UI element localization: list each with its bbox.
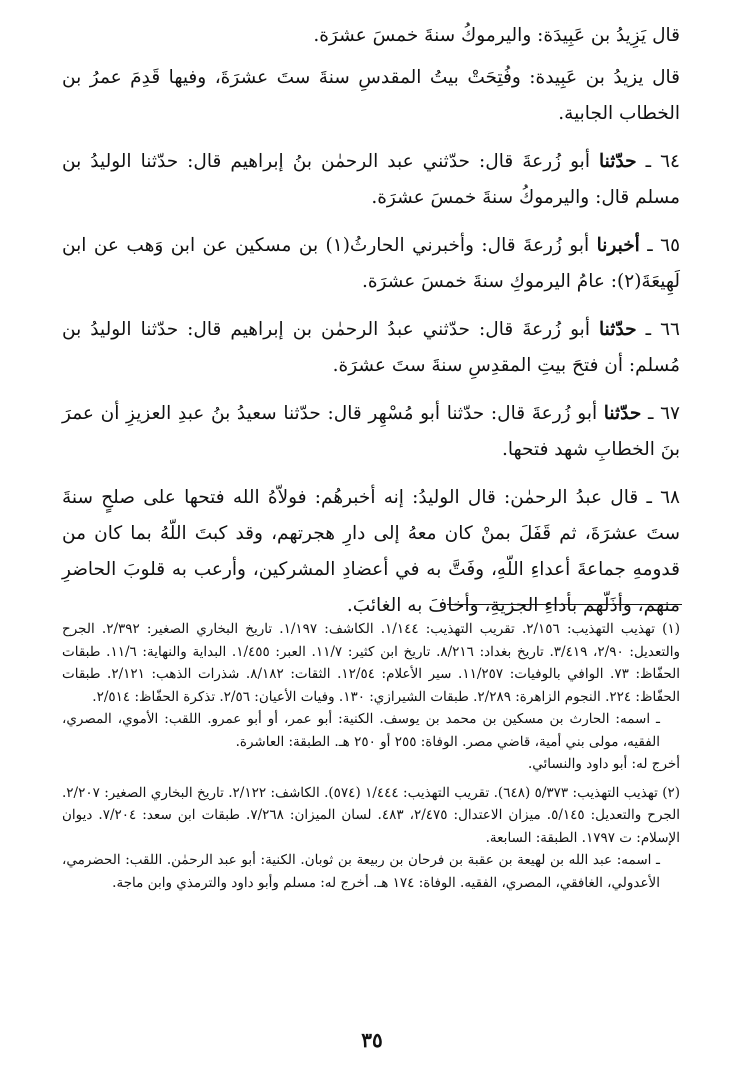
narration-67 xyxy=(62,396,680,468)
narration-number: ٦٧ ـ xyxy=(648,403,680,424)
narration-number: ٦٥ ـ xyxy=(647,235,681,256)
footnote-1 xyxy=(62,618,680,776)
narration-66 xyxy=(62,312,680,384)
paragraph-text: قال يزيدُ بن عَبِيدة: وفُتِحَتْ بيتُ المقدسِ سنةَ ستَ عشرَةَ، وفيها قَدِمَ عمرُ بن الخطاب الجابية. xyxy=(62,67,680,124)
narration-68 xyxy=(62,480,680,624)
footnote-biography: ـ اسمه: الحارث بن مسكين بن محمد بن يوسف. الكنية: أبو عمر، أو أبو عمرو. اللقب: الأموي، المصري، الفقيه، مولى بني أمية، قاضي مصر. الوفاة: ٢٥٥ أو ٢٥٠ هـ. الطبقة: العاشرة. xyxy=(62,711,660,750)
footnote-references: (١) تهذيب التهذيب: ٢/١٥٦. تقريب التهذيب: ١/١٤٤. الكاشف: ١/١٩٧. تاريخ البخاري الصغير: ٢/٣٩٢. الجرح والتعديل: ٢/٩٠، ٣/٤١٩. تاريخ بغداد: ٨/٢١٦. تاريخ ابن كثير: ١١/٧. العبر: ١/٤٥٥. البداية والنهاية: ١١/٦. طبقات الحفّاظ: ٧٣. الوافي بالوفيات: ١١/٢٥٧. سير الأعلام: ١٢/٥٤. الثقات: ٨/١٨٢. شذرات الذهب: ٢/١٢١. طبقات الحفّاظ: ٢٢٤. النجوم الزاهرة: ٢/٢٨٩. طبقات الشيرازي: ١٣٠. وفيات الأعيان: ٢/٥٦. تذكرة الحفّاظ: ٢/٥١٤. xyxy=(62,621,680,705)
footnote-biography: ـ اسمه: عبد الله بن لهيعة بن عقبة بن فرحان بن ربيعة بن ثوبان. الكنية: أبو عبد الرحمٰن. اللقب: الحضرمي، الأعدولي، الغافقي، المصري، الفقيه. الوفاة: ١٧٤ هـ. أخرج له: مسلم وأبو داود والترمذي وابن ماجة. xyxy=(62,852,660,891)
narration-keyword: حدّثنا xyxy=(603,403,642,424)
narration-keyword: حدّثنا xyxy=(599,151,637,172)
footnote-references: (٢) تهذيب التهذيب: ٥/٣٧٣ (٦٤٨). تقريب التهذيب: ١/٤٤٤ (٥٧٤). الكاشف: ٢/١٢٢. تاريخ البخاري الصغير: ٢/٢٠٧. الجرح والتعديل: ٥/١٤٥. ميزان الاعتدال: ٢/٤٧٥، ٤٨٣. لسان الميزان: ٧/٢٦٨. طبقات ابن سعد: ٧/٢٠٤. ديوان الإسلام: ت ١٧٩٧. الطبقة: السابعة. xyxy=(62,784,681,846)
narration-keyword: حدّثنا xyxy=(599,319,637,340)
narration-number: ٦٦ ـ xyxy=(645,319,680,340)
narration-65 xyxy=(62,228,680,300)
footnote-divider xyxy=(447,604,682,605)
paragraph-text: أبو زُرعةَ قال: حدّثني عبد الرحمٰن بنُ إبراهيم قال: حدّثنا الوليدُ بن مسلم قال: واليرموكُ سنةَ خمسَ عشرَة. xyxy=(62,151,680,208)
paragraph xyxy=(62,18,680,54)
narration-keyword: أخبرنا xyxy=(596,235,640,256)
main-text xyxy=(62,18,680,630)
paragraph-text: أبو زُرعةَ قال: حدّثني عبدُ الرحمٰن بن إبراهيم قال: حدّثنا الوليدُ بن مُسلم: أن فتحَ بيتِ المقدِسِ سنةَ ستَ عشرَة. xyxy=(62,319,680,376)
paragraph-text: قال يَزِيدُ بن عَبِيدَة: واليرموكُ سنةَ خمسَ عشرَة. xyxy=(313,25,680,46)
paragraph-text: أبو زُرعةَ قال: حدّثنا أبو مُسْهِر قال: حدّثنا سعيدُ بنُ عبدِ العزيزِ أن عمرَ بنَ الخطابِ شهد فتحها. xyxy=(62,403,680,460)
paragraph-text: قال عبدُ الرحمٰن: قال الوليدُ: إنه أخبرهُم: فولاّهُ الله فتحها على صلحٍ سنةَ ستَ عشرَةَ، ثم قَفَلَ بمنْ كان معهُ إلى دارِ هجرتهم، وقد كبتَ اللّهُ بما كان من قدومهِ جماعةَ أعداءِ اللّهِ، وفَتَّ به في أعضادِ المشركين، وأرعب به قلوبَ الحاضرِ منهم، وأذَلّهم بأداءِ الجزيةِ، وأخافَ به الغائبَ. xyxy=(62,487,680,616)
narration-64 xyxy=(62,144,680,216)
narration-number: ٦٤ ـ xyxy=(645,151,680,172)
footnotes xyxy=(62,618,680,900)
page-number: ٣٥ xyxy=(361,1028,383,1052)
footnote-2 xyxy=(62,782,680,895)
paragraph xyxy=(62,60,680,132)
paragraph-text: أبو زُرعةَ قال: وأخبرني الحارثُ(١) بن مسكين عن ابن وَهب عن ابن لَهِيعَةَ(٢): عامُ اليرموكِ سنةَ خمسَ عشرَة. xyxy=(62,235,680,292)
footnote-narrators: أخرج له: أبو داود والنسائي. xyxy=(527,756,680,772)
narration-number: ٦٨ ـ xyxy=(646,487,680,508)
